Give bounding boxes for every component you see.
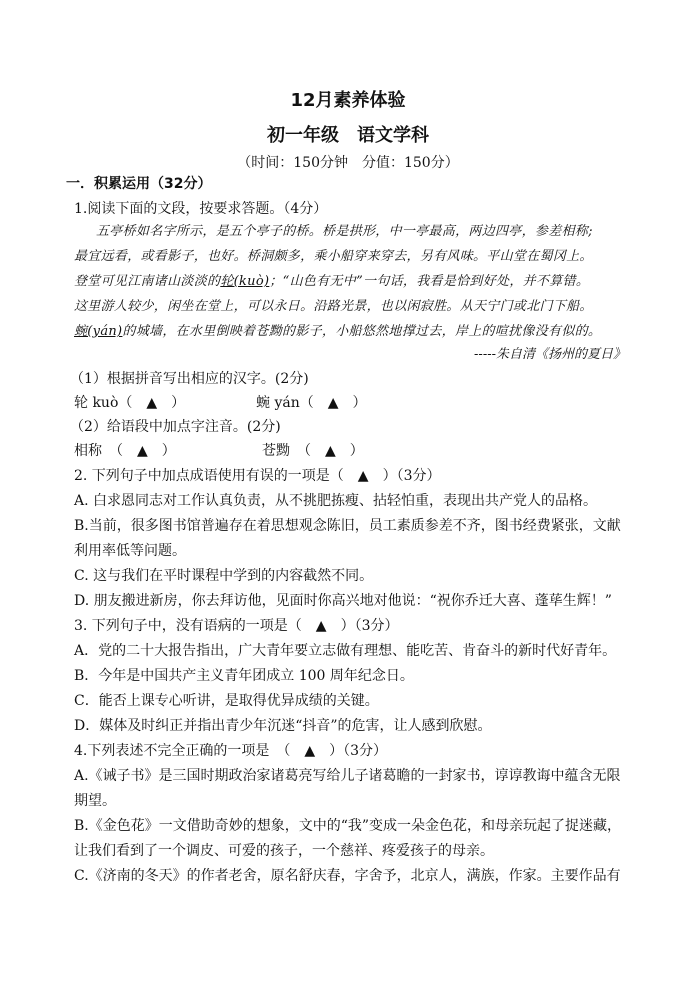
passage-line-1: 五亭桥如名字所示，是五个亭子的桥。桥是拱形，中一亭最高，两边四亭，参差相称;: [96, 224, 593, 239]
question-1-sub2: （2）给语段中加点字注音。(2分): [70, 419, 281, 435]
question-2-option-b-cont: 利用率低等问题。: [74, 543, 186, 559]
question-4-option-b-cont: 让我们看到了一个调皮、可爱的孩子，一个慈祥、疼爱孩子的母亲。: [74, 843, 494, 859]
question-4-option-a-cont: 期望。: [74, 793, 116, 809]
question-2-option-b: B.当前，很多图书馆普遍存在着思想观念陈旧，员工素质参差不齐，图书经费紧张，文献: [74, 518, 621, 534]
question-4-option-b: B.《金色花》一文借助奇妙的想象，文中的“我”变成一朵金色花，和母亲玩起了捉迷藏，: [74, 818, 622, 834]
question-4-option-a: A.《诫子书》是三国时期政治家诸葛亮写给儿子诸葛瞻的一封家书，谆谆教诲中蕴含无限: [74, 768, 621, 784]
question-3-prompt: 3. 下列句子中，没有语病的一项是（ ▲ ）（3分）: [74, 618, 399, 634]
question-3-option-c: C．能否上课专心听讲，是取得优异成绩的关键。: [74, 693, 379, 709]
question-3-option-a: A．党的二十大报告指出，广大青年要立志做有理想、能吃苦、肯奋斗的新时代好青年。: [74, 643, 617, 659]
page-title: 12月素养体验: [290, 90, 406, 111]
question-2-prompt: 2. 下列句子中加点成语使用有误的一项是（ ▲ ）（3分）: [74, 468, 441, 484]
answer-blank-yan: 蜿 yán（ ▲ ）: [256, 395, 367, 411]
pinyin-word-kuo: 轮(kuò): [220, 274, 270, 289]
question-3-option-b: B．今年是中国共产主义青年团成立 100 周年纪念日。: [74, 668, 414, 684]
answer-blank-kuo: 轮 kuò（ ▲ ）: [74, 395, 186, 411]
passage-line-2: 最宜远看，或看影子，也好。桥洞颇多，乘小船穿来穿去，另有风味。平山堂在蜀冈上。: [74, 249, 593, 264]
passage-line-4: 这里游人较少，闲坐在堂上，可以永日。沿路光景，也以闲寂胜。从天宁门或北门下船。: [74, 299, 593, 314]
question-1-prompt: 1.阅读下面的文段，按要求答题。（4分）: [74, 201, 328, 217]
passage-source: -----朱自清《扬州的夏日》: [474, 347, 626, 362]
passage-text: 的城墙，在水里倒映着苍黝的影子，小船悠然地撑过去，岸上的喧扰像没有似的。: [122, 324, 602, 339]
page-subtitle: 初一年级 语文学科: [267, 125, 429, 146]
question-4-prompt: 4.下列表述不完全正确的一项是 （ ▲ ）（3分）: [74, 743, 388, 759]
question-2-option-d: D. 朋友搬进新房，你去拜访他，见面时你高兴地对他说：“祝你乔迁大喜、蓬荜生辉！”: [74, 593, 612, 609]
passage-text: 登堂可见江南诸山淡淡的: [74, 274, 221, 289]
question-1-sub1: （1）根据拼音写出相应的汉字。(2分): [70, 371, 309, 387]
question-2-option-c: C. 这与我们在平时课程中学到的内容截然不同。: [74, 568, 374, 584]
passage-line-5: [74, 322, 601, 342]
section-heading: 一．积累运用（32分）: [66, 176, 212, 192]
question-4-option-c: C.《济南的冬天》的作者老舍，原名舒庆春，字舍予，北京人，满族，作家。主要作品有: [74, 868, 621, 884]
passage-line-3: [74, 272, 589, 292]
passage-text: ；“山色有无中”一句话，我看是恰到好处，并不算错。: [269, 274, 590, 289]
exam-meta: （时间：150分钟 分值：150分）: [237, 155, 459, 171]
pinyin-word-yan: 蜿(yán): [74, 324, 123, 339]
question-2-option-a: A. 白求恩同志对工作认真负责，从不挑肥拣瘦、拈轻怕重，表现出共产党人的品格。: [74, 493, 598, 509]
answer-blank-xiangchen: 相称 （ ▲ ）: [74, 443, 176, 459]
answer-blank-cangyou: 苍黝 （ ▲ ）: [262, 443, 364, 459]
question-3-option-d: D．媒体及时纠正并指出青少年沉迷“抖音”的危害，让人感到欣慰。: [74, 718, 492, 734]
